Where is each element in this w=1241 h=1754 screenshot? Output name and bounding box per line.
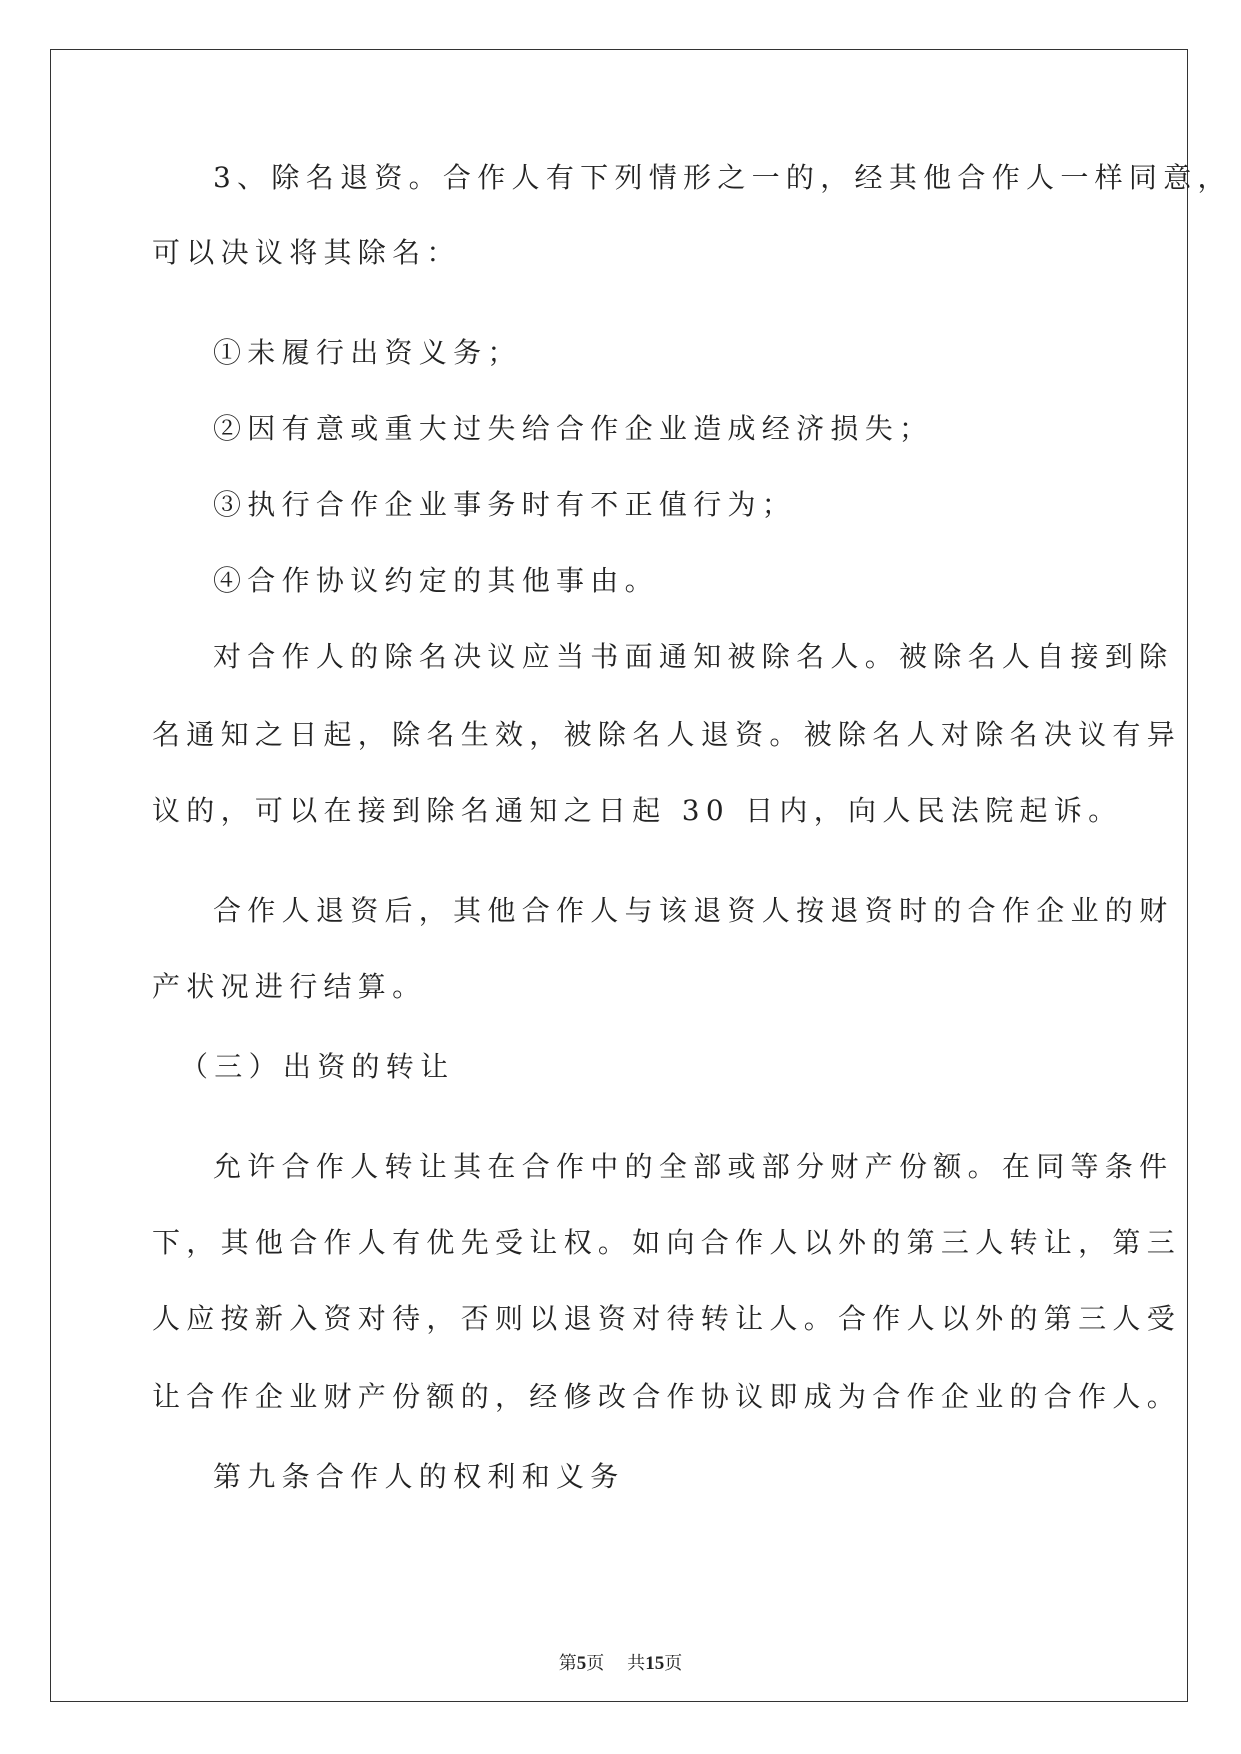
- paragraph-line: 人应按新入资对待，否则以退资对待转让人。合作人以外的第三人受: [152, 1302, 1182, 1335]
- list-item: ③执行合作企业事务时有不正值行为；: [213, 488, 797, 521]
- paragraph-line: 3、除名退资。合作人有下列情形之一的，经其他合作人一样同意，: [213, 161, 1232, 194]
- paragraph-line: 议的，可以在接到除名通知之日起 30 日内，向人民法院起诉。: [152, 794, 1123, 827]
- paragraph-line: 下，其他合作人有优先受让权。如向合作人以外的第三人转让，第三: [152, 1226, 1182, 1259]
- paragraph-line: 名通知之日起，除名生效，被除名人退资。被除名人对除名决议有异: [152, 718, 1182, 751]
- paragraph-line: 合作人退资后，其他合作人与该退资人按退资时的合作企业的财: [213, 894, 1174, 927]
- paragraph-line: 让合作企业财产份额的，经修改合作协议即成为合作企业的合作人。: [152, 1380, 1182, 1413]
- list-item: ②因有意或重大过失给合作企业造成经济损失；: [213, 412, 934, 445]
- footer-total-pages: 15: [645, 1653, 665, 1674]
- footer-prefix: 第: [558, 1653, 577, 1674]
- paragraph-line: 产状况进行结算。: [152, 970, 427, 1003]
- paragraph-line: 对合作人的除名决议应当书面通知被除名人。被除名人自接到除: [213, 640, 1174, 673]
- list-item: ④合作协议约定的其他事由。: [213, 564, 659, 597]
- footer-mid: 页 共: [586, 1653, 646, 1674]
- page-border: [50, 49, 1188, 1702]
- page-footer: [0, 1652, 1241, 1676]
- footer-suffix: 页: [664, 1653, 683, 1674]
- section-heading: （三）出资的转让: [180, 1050, 455, 1083]
- article-heading: 第九条合作人的权利和义务: [213, 1460, 625, 1493]
- list-item: ①未履行出资义务；: [213, 336, 522, 369]
- footer-page-number: 5: [576, 1653, 587, 1674]
- paragraph-line: 允许合作人转让其在合作中的全部或部分财产份额。在同等条件: [213, 1150, 1174, 1183]
- paragraph-line: 可以决议将其除名：: [152, 236, 461, 269]
